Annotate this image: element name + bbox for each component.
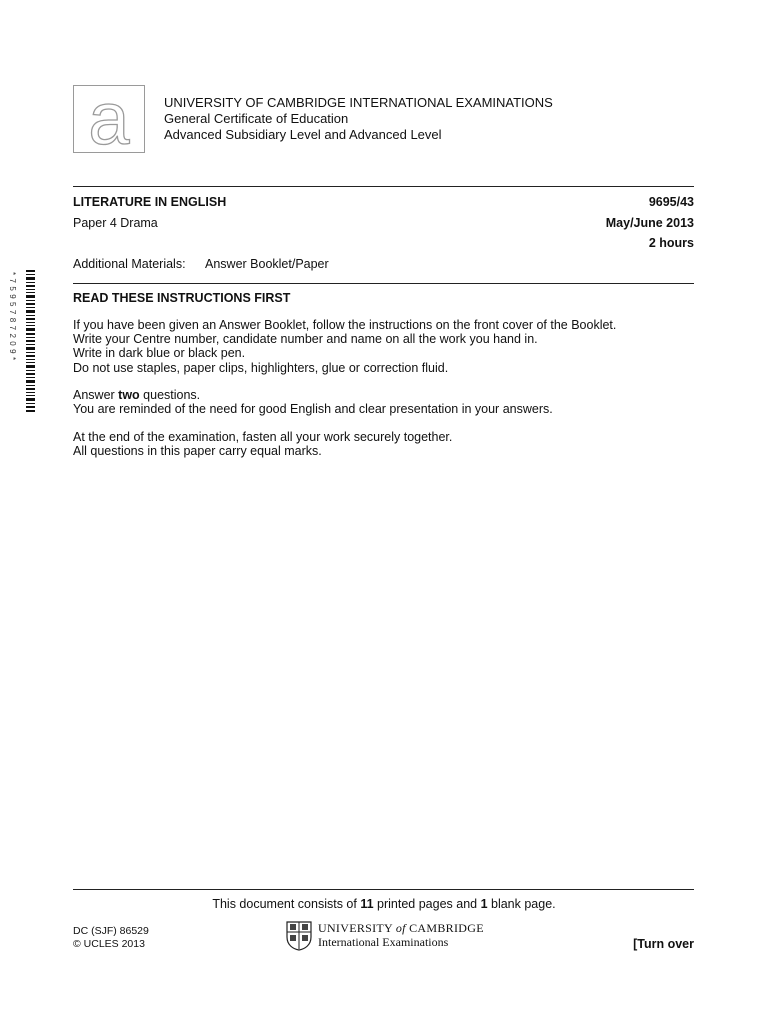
cambridge-wordmark-line2: International Examinations — [318, 934, 449, 949]
page-count-prefix: This document consists of — [212, 897, 361, 911]
turn-over-label: [Turn over — [633, 937, 694, 951]
instruction-line: At the end of the examination, fasten all your work securely together. — [73, 430, 453, 444]
instruction-line: If you have been given an Answer Booklet, follow the instructions on the front cover of the Booklet. — [73, 318, 617, 332]
subject-title: LITERATURE IN ENGLISH — [73, 195, 227, 209]
document-reference — [73, 925, 149, 950]
exam-session: May/June 2013 — [605, 216, 694, 230]
wordmark-of: of — [395, 921, 406, 935]
instruction-line: All questions in this paper carry equal marks. — [73, 444, 322, 459]
answer-suffix: questions. — [139, 388, 201, 402]
page-count-statement — [0, 897, 768, 911]
wordmark-cambridge: CAMBRIDGE — [409, 921, 484, 935]
barcode-number: *7595787209* — [8, 272, 17, 364]
materials-label: Additional Materials: — [73, 257, 186, 271]
cambridge-crest-icon — [286, 921, 312, 956]
materials-value: Answer Booklet/Paper — [205, 257, 329, 271]
shield-icon — [286, 921, 312, 951]
instruction-line: Write in dark blue or black pen. — [73, 346, 246, 361]
divider-top — [73, 186, 694, 187]
letter-a-logo-icon — [74, 86, 144, 152]
answer-instruction — [73, 388, 553, 402]
page-count-mid: printed pages and — [373, 897, 481, 911]
org-name: UNIVERSITY OF CAMBRIDGE INTERNATIONAL EXAMINATIONS — [164, 95, 553, 110]
instruction-line: Do not use staples, paper clips, highlighters, glue or correction fluid. — [73, 360, 449, 375]
instructions-heading: READ THESE INSTRUCTIONS FIRST — [73, 291, 291, 305]
paper-name: Paper 4 Drama — [73, 216, 158, 230]
barcode — [26, 270, 35, 412]
instruction-line: Write your Centre number, candidate number and name on all the work you hand in. — [73, 332, 538, 347]
cie-logo — [73, 85, 145, 153]
instructions-block-1 — [73, 318, 616, 375]
blank-pages-count: 1 — [480, 897, 488, 911]
exam-board-header — [164, 95, 553, 143]
instructions-block-3 — [73, 430, 452, 458]
instructions-block-2 — [73, 388, 553, 416]
answer-count: two — [118, 388, 140, 402]
certificate-name: General Certificate of Education — [164, 111, 349, 126]
cambridge-wordmark-line1 — [318, 922, 484, 936]
logo-letter: a — [88, 86, 130, 152]
copyright: © UCLES 2013 — [73, 937, 145, 950]
barcode-number-wrap — [8, 272, 22, 412]
level-name: Advanced Subsidiary Level and Advanced Level — [164, 127, 442, 142]
paper-code: 9695/43 — [648, 195, 694, 209]
printed-pages-count: 11 — [360, 897, 374, 911]
exam-duration: 2 hours — [648, 236, 694, 250]
reminder-line: You are reminded of the need for good English and clear presentation in your answers. — [73, 402, 553, 417]
cambridge-wordmark — [318, 922, 484, 949]
reference-code: DC (SJF) 86529 — [73, 925, 149, 937]
divider-footer — [73, 889, 694, 890]
wordmark-university: UNIVERSITY — [318, 921, 393, 935]
divider-instructions — [73, 283, 694, 284]
barcode-icon — [26, 270, 35, 412]
page-count-suffix: blank page. — [487, 897, 556, 911]
answer-prefix: Answer — [73, 388, 119, 402]
